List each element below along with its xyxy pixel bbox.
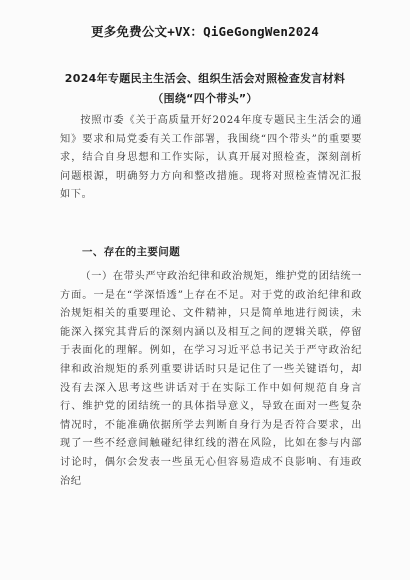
document-subtitle: （围绕“四个带头”） — [152, 92, 258, 105]
promo-banner: 更多免费公文+VX：QiGeGongWen2024 — [91, 24, 319, 39]
section-heading: 一、存在的主要问题 — [82, 246, 181, 258]
document-title: 2024年专题民主生活会、组织生活会对照检查发言材料 — [64, 72, 346, 85]
subsection-paragraph: （一）在带头严守政治纪律和政治规矩，维护党的团结统一方面。一是在“学深悟透”上存在不足。对于党的政治纪律和政治规矩相关的重要理论、文件精神，只是简单地进行阅读，未能深入探究其背后的深刻内涵以及相互之间的逻辑关联，停留于表面化的理解。例如，在学习习近平总书记关于严守政治纪律和政治规矩的系列重要讲话时只是记住了一些关键语句，却没有去深入思考这些讲话对于在实际工作中如何规范自身言行、维护党的团结统一的具体指导意义，导致在面对一些复杂情况时，不能准确依据所学去判断自身行为是否符合要求，出现了一些不经意间触碰纪律红线的潜在风险，比如在参与内部讨论时，偶尔会发表一些虽无心但容易造成不良影响、有违政治纪 — [60, 271, 362, 487]
intro-block — [60, 112, 362, 205]
intro-paragraph: 按照市委《关于高质量开好2024年度专题民主生活会的通知》要求和局党委有关工作部署，我围绕“四个带头”的重要要求，结合自身思想和工作实际，认真开展对照检查，深刻剖析问题根源，明确努力方向和整改措施。现将对照检查情况汇报如下。 — [60, 115, 362, 201]
section-body — [60, 268, 362, 491]
